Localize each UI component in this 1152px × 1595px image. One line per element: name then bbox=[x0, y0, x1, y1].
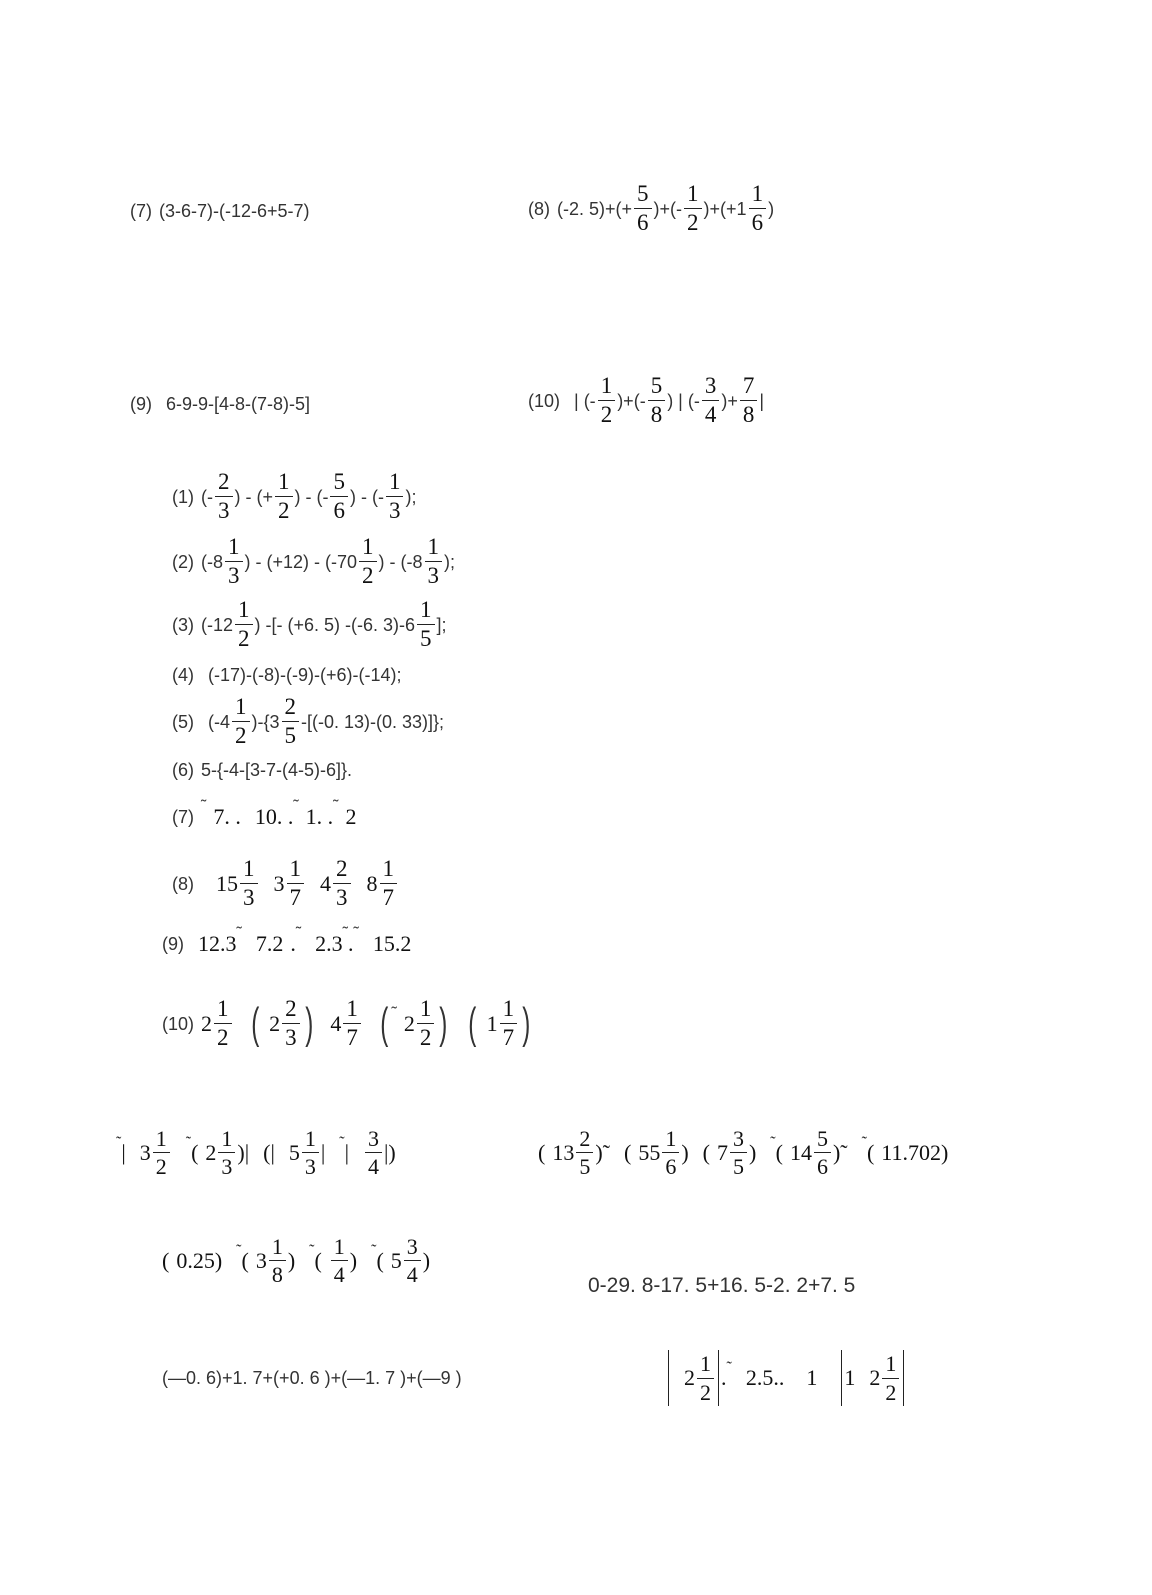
expression-text: (-4 bbox=[208, 711, 230, 732]
tilde-glyph: ˜ bbox=[201, 798, 207, 815]
problem-top-10 bbox=[528, 374, 764, 427]
expression-text: ) bbox=[214, 1247, 223, 1273]
whole-number: 7 bbox=[716, 1139, 728, 1165]
close-paren: ) bbox=[439, 998, 448, 1048]
fraction: 3 5 bbox=[730, 1127, 747, 1178]
expression-text: )+(- bbox=[653, 198, 683, 219]
list-item-7 bbox=[172, 798, 357, 829]
whole-number: 55 bbox=[638, 1139, 661, 1165]
expression-text: ) - (+ bbox=[234, 486, 273, 507]
expression-text: -[(-0. 13)-(0. 33)]}; bbox=[301, 711, 445, 732]
fraction: 1 2 bbox=[417, 997, 435, 1050]
fraction: 1 2 bbox=[153, 1127, 170, 1178]
problem-label: (6) bbox=[172, 760, 194, 780]
fraction: 1 2 bbox=[598, 374, 616, 427]
expression-text: ( bbox=[191, 1139, 199, 1165]
expression-text: ( bbox=[866, 1139, 875, 1165]
expression-text: ) - (+12) - (-70 bbox=[244, 551, 358, 572]
value: 7.2 bbox=[255, 931, 284, 956]
tilde-glyph: ˜ bbox=[339, 1133, 345, 1151]
tilde-glyph: ˜ bbox=[236, 925, 242, 942]
dots: . . bbox=[316, 804, 334, 829]
problem-label: (8) bbox=[528, 198, 550, 219]
expression-text: ]; bbox=[436, 614, 447, 635]
fraction: 1 2 bbox=[697, 1352, 714, 1403]
problem-label: (4) bbox=[172, 665, 194, 685]
fraction: 3 4 bbox=[365, 1127, 382, 1178]
fraction: 2 5 bbox=[576, 1127, 593, 1178]
fraction: 1 7 bbox=[380, 857, 398, 910]
problem-expression: (3-6-7)-(-12-6+5-7) bbox=[159, 201, 310, 221]
expression-text: ) - (- bbox=[294, 486, 329, 507]
whole-number: 2 bbox=[403, 1010, 415, 1036]
bottom-row-3-left bbox=[162, 1369, 462, 1387]
fraction: 1 3 bbox=[425, 535, 443, 588]
tilde-glyph: ˜ bbox=[353, 925, 359, 942]
dots: . . bbox=[224, 804, 241, 829]
tilde-glyph: ˜ bbox=[770, 1133, 776, 1151]
value: 12.3 bbox=[198, 931, 237, 956]
problem-label: (8) bbox=[172, 873, 194, 894]
fraction: $\frac{7}{8}$ bbox=[740, 374, 758, 427]
value: 2 bbox=[345, 804, 357, 829]
fraction: 1 6 bbox=[749, 182, 767, 235]
fraction: 5 6 bbox=[814, 1127, 831, 1178]
expression-text: (-2. 5)+(+ bbox=[557, 198, 633, 219]
fraction: 1 3 bbox=[386, 470, 404, 523]
bar-glyph: | bbox=[344, 1139, 349, 1165]
fraction: 1 5 bbox=[417, 598, 435, 651]
close-paren: ) bbox=[522, 998, 531, 1048]
value: 7 bbox=[213, 804, 225, 829]
value: 15.2 bbox=[372, 931, 412, 956]
expression-text: | bbox=[759, 390, 765, 411]
list-item-6 bbox=[172, 761, 352, 779]
whole-number: 15 bbox=[216, 870, 238, 896]
bottom-row-1-right bbox=[538, 1127, 948, 1178]
expression-text: (| bbox=[263, 1139, 275, 1165]
fraction: 2 5 bbox=[282, 695, 300, 748]
dots: . bbox=[290, 931, 296, 956]
expression-text: ) - (- bbox=[349, 486, 384, 507]
whole-number: 3 bbox=[255, 1247, 267, 1273]
expression-text: )-{3 bbox=[251, 711, 280, 732]
problem-expression: 0-29. 8-17. 5+16. 5-2. 2+7. 5 bbox=[588, 1274, 856, 1297]
tilde-glyph: ˜ bbox=[333, 798, 339, 815]
list-item-2 bbox=[172, 535, 455, 588]
expression-text: |) bbox=[384, 1139, 396, 1165]
close-paren: ) bbox=[304, 998, 314, 1048]
expression-text: ( bbox=[314, 1247, 322, 1273]
fraction: 2 3 bbox=[282, 997, 300, 1050]
bar-glyph: | bbox=[320, 1139, 326, 1165]
whole-number: 2 bbox=[205, 1139, 217, 1165]
whole-number: 3 bbox=[273, 870, 285, 896]
abs-bar bbox=[668, 1350, 669, 1406]
problem-top-8 bbox=[528, 182, 774, 235]
expression-text: ( bbox=[538, 1139, 546, 1165]
list-item-5 bbox=[172, 695, 444, 748]
fraction: 1 3 bbox=[218, 1127, 235, 1178]
expression-text: ) bbox=[287, 1247, 296, 1273]
problem-label: (9) bbox=[130, 394, 152, 414]
problem-expression: (-17)-(-8)-(-9)-(+6)-(-14); bbox=[208, 665, 402, 685]
fraction: 1 3 bbox=[240, 857, 258, 910]
fraction: 1 6 bbox=[662, 1127, 679, 1178]
expression-text: )˜ bbox=[832, 1139, 848, 1165]
fraction: 3 4 bbox=[404, 1235, 421, 1286]
expression-text: (- bbox=[201, 486, 213, 507]
fraction: 1 2 bbox=[235, 598, 253, 651]
abs-bar bbox=[841, 1350, 842, 1406]
value: 1 bbox=[305, 804, 317, 829]
expression-text: ( bbox=[775, 1139, 783, 1165]
problem-label: (7) bbox=[130, 201, 152, 221]
expression-text: ( bbox=[702, 1139, 710, 1165]
fraction: 1 2 bbox=[684, 182, 702, 235]
value: 10 bbox=[254, 804, 277, 829]
whole-number: 8 bbox=[366, 870, 378, 896]
problem-top-7 bbox=[130, 202, 310, 220]
fraction: 1 7 bbox=[343, 997, 361, 1050]
list-item-4 bbox=[172, 666, 401, 684]
tilde-glyph: ˜ bbox=[726, 1359, 732, 1376]
problem-label: (9) bbox=[162, 934, 184, 954]
value: 2.5 bbox=[745, 1365, 774, 1390]
dot: . bbox=[721, 1365, 727, 1390]
fraction: 1 8 bbox=[269, 1235, 286, 1286]
open-paren: ( bbox=[250, 998, 259, 1048]
problem-top-9 bbox=[130, 395, 310, 413]
tilde-glyph: ˜ bbox=[371, 1241, 377, 1259]
whole-number: 4 bbox=[330, 1010, 342, 1036]
fraction: 1 2 bbox=[232, 695, 250, 748]
expression-text: ) bbox=[349, 1247, 358, 1273]
list-item-8 bbox=[172, 857, 399, 910]
problem-label: (3) bbox=[172, 614, 194, 635]
whole-number: 2 bbox=[869, 1365, 881, 1390]
whole-number: 4 bbox=[320, 870, 331, 896]
problem-expression: (—0. 6)+1. 7+(+0. 6 )+(—1. 7 )+(—9 ) bbox=[162, 1368, 462, 1388]
whole-number: 2 bbox=[269, 1010, 281, 1036]
dots: . bbox=[347, 931, 354, 956]
bottom-row-2-left bbox=[162, 1235, 430, 1286]
expression-text: ) bbox=[681, 1139, 689, 1165]
expression-text: )+ bbox=[721, 390, 738, 411]
whole-number: 1 bbox=[486, 1010, 498, 1036]
abs-bar bbox=[718, 1350, 719, 1406]
problem-label: (10) bbox=[528, 390, 561, 411]
dots: . . bbox=[276, 804, 294, 829]
value: 2.3 bbox=[315, 931, 343, 956]
tilde-glyph: ˜ bbox=[295, 925, 302, 942]
value: 0.25 bbox=[176, 1247, 215, 1273]
abs-bar bbox=[903, 1350, 904, 1406]
fraction: 2 3 bbox=[333, 857, 351, 910]
expression-text: ) bbox=[768, 198, 775, 219]
expression-text: ) | (- bbox=[667, 390, 700, 411]
value: 1 bbox=[806, 1365, 818, 1390]
fraction: 1 2 bbox=[882, 1352, 899, 1403]
expression-text: ) -[- (+6. 5) -(-6. 3)-6 bbox=[254, 614, 416, 635]
problem-label: (1) bbox=[172, 486, 194, 507]
fraction: 1 2 bbox=[359, 535, 377, 588]
fraction: $\frac{1}{2}$ bbox=[275, 470, 293, 523]
expression-text: ) bbox=[748, 1139, 757, 1165]
fraction: 1 3 bbox=[225, 535, 243, 588]
value: 1 bbox=[844, 1365, 856, 1390]
tilde-glyph: ˜ bbox=[185, 1133, 192, 1151]
list-item-1 bbox=[172, 470, 416, 523]
problem-label: (2) bbox=[172, 551, 194, 572]
expression-text: )| bbox=[237, 1139, 250, 1165]
expression-text: ); bbox=[405, 486, 417, 507]
bottom-row-2-right bbox=[588, 1275, 855, 1296]
open-paren: ( bbox=[468, 998, 477, 1048]
value: 11.702 bbox=[881, 1139, 941, 1165]
expression-text: ( bbox=[162, 1247, 170, 1273]
expression-text: (-8 bbox=[201, 551, 223, 572]
fraction: $\frac{5}{6}$ bbox=[634, 182, 652, 235]
expression-text: ( bbox=[241, 1247, 249, 1273]
fraction: 1 7 bbox=[500, 997, 518, 1050]
problem-label: (7) bbox=[172, 807, 194, 827]
fraction: 3 4 bbox=[702, 374, 720, 427]
problem-expression: 5-{-4-[3-7-(4-5)-6]}. bbox=[201, 760, 353, 780]
expression-text: (-12 bbox=[201, 614, 234, 635]
fraction: 5 6 bbox=[330, 470, 348, 523]
whole-number: 5 bbox=[288, 1139, 300, 1165]
problem-label: (10) bbox=[162, 1013, 195, 1034]
fraction: 5 8 bbox=[648, 374, 666, 427]
bottom-row-3-right bbox=[660, 1350, 906, 1406]
expression-text: )+(+1 bbox=[703, 198, 747, 219]
bottom-row-1-left bbox=[116, 1127, 396, 1178]
expression-text: ) bbox=[422, 1247, 431, 1273]
expression-text: )+(- bbox=[617, 390, 646, 411]
tilde-glyph: ˜ bbox=[391, 1004, 397, 1022]
tilde-glyph: ˜ bbox=[861, 1133, 867, 1151]
tilde-glyph: ˜ bbox=[293, 798, 299, 815]
expression-text: ( bbox=[376, 1247, 384, 1273]
whole-number: 3 bbox=[139, 1139, 151, 1165]
whole-number: 2 bbox=[684, 1365, 695, 1390]
tilde-glyph: ˜ bbox=[342, 925, 348, 942]
list-item-9 bbox=[162, 925, 412, 956]
expression-text: ) - (-8 bbox=[378, 551, 423, 572]
fraction: 1 2 bbox=[214, 997, 232, 1050]
expression-text: ); bbox=[444, 551, 456, 572]
list-item-10 bbox=[162, 997, 534, 1050]
fraction: 1 3 bbox=[302, 1127, 319, 1178]
problem-label: (5) bbox=[172, 711, 194, 732]
whole-number: 5 bbox=[390, 1247, 402, 1273]
expression-text: )˜ bbox=[595, 1139, 610, 1165]
dots: .. bbox=[773, 1365, 785, 1390]
fraction: 2 3 bbox=[215, 470, 233, 523]
tilde-glyph: ˜ bbox=[236, 1241, 242, 1259]
whole-number: 14 bbox=[789, 1139, 812, 1165]
open-paren: ( bbox=[380, 998, 389, 1048]
expression-text: ) bbox=[940, 1139, 949, 1165]
problem-expression: 6-9-9-[4-8-(7-8)-5] bbox=[166, 394, 311, 414]
whole-number: 2 bbox=[201, 1010, 213, 1036]
tilde-glyph: ˜ bbox=[116, 1133, 122, 1151]
list-item-3 bbox=[172, 598, 447, 651]
fraction: 1 4 bbox=[331, 1235, 348, 1286]
whole-number: 13 bbox=[552, 1139, 575, 1165]
expression-text: | (- bbox=[574, 390, 596, 411]
bar-glyph: | bbox=[121, 1139, 126, 1165]
expression-text: ( bbox=[623, 1139, 632, 1165]
fraction: 1 7 bbox=[287, 857, 305, 910]
tilde-glyph: ˜ bbox=[309, 1241, 315, 1259]
